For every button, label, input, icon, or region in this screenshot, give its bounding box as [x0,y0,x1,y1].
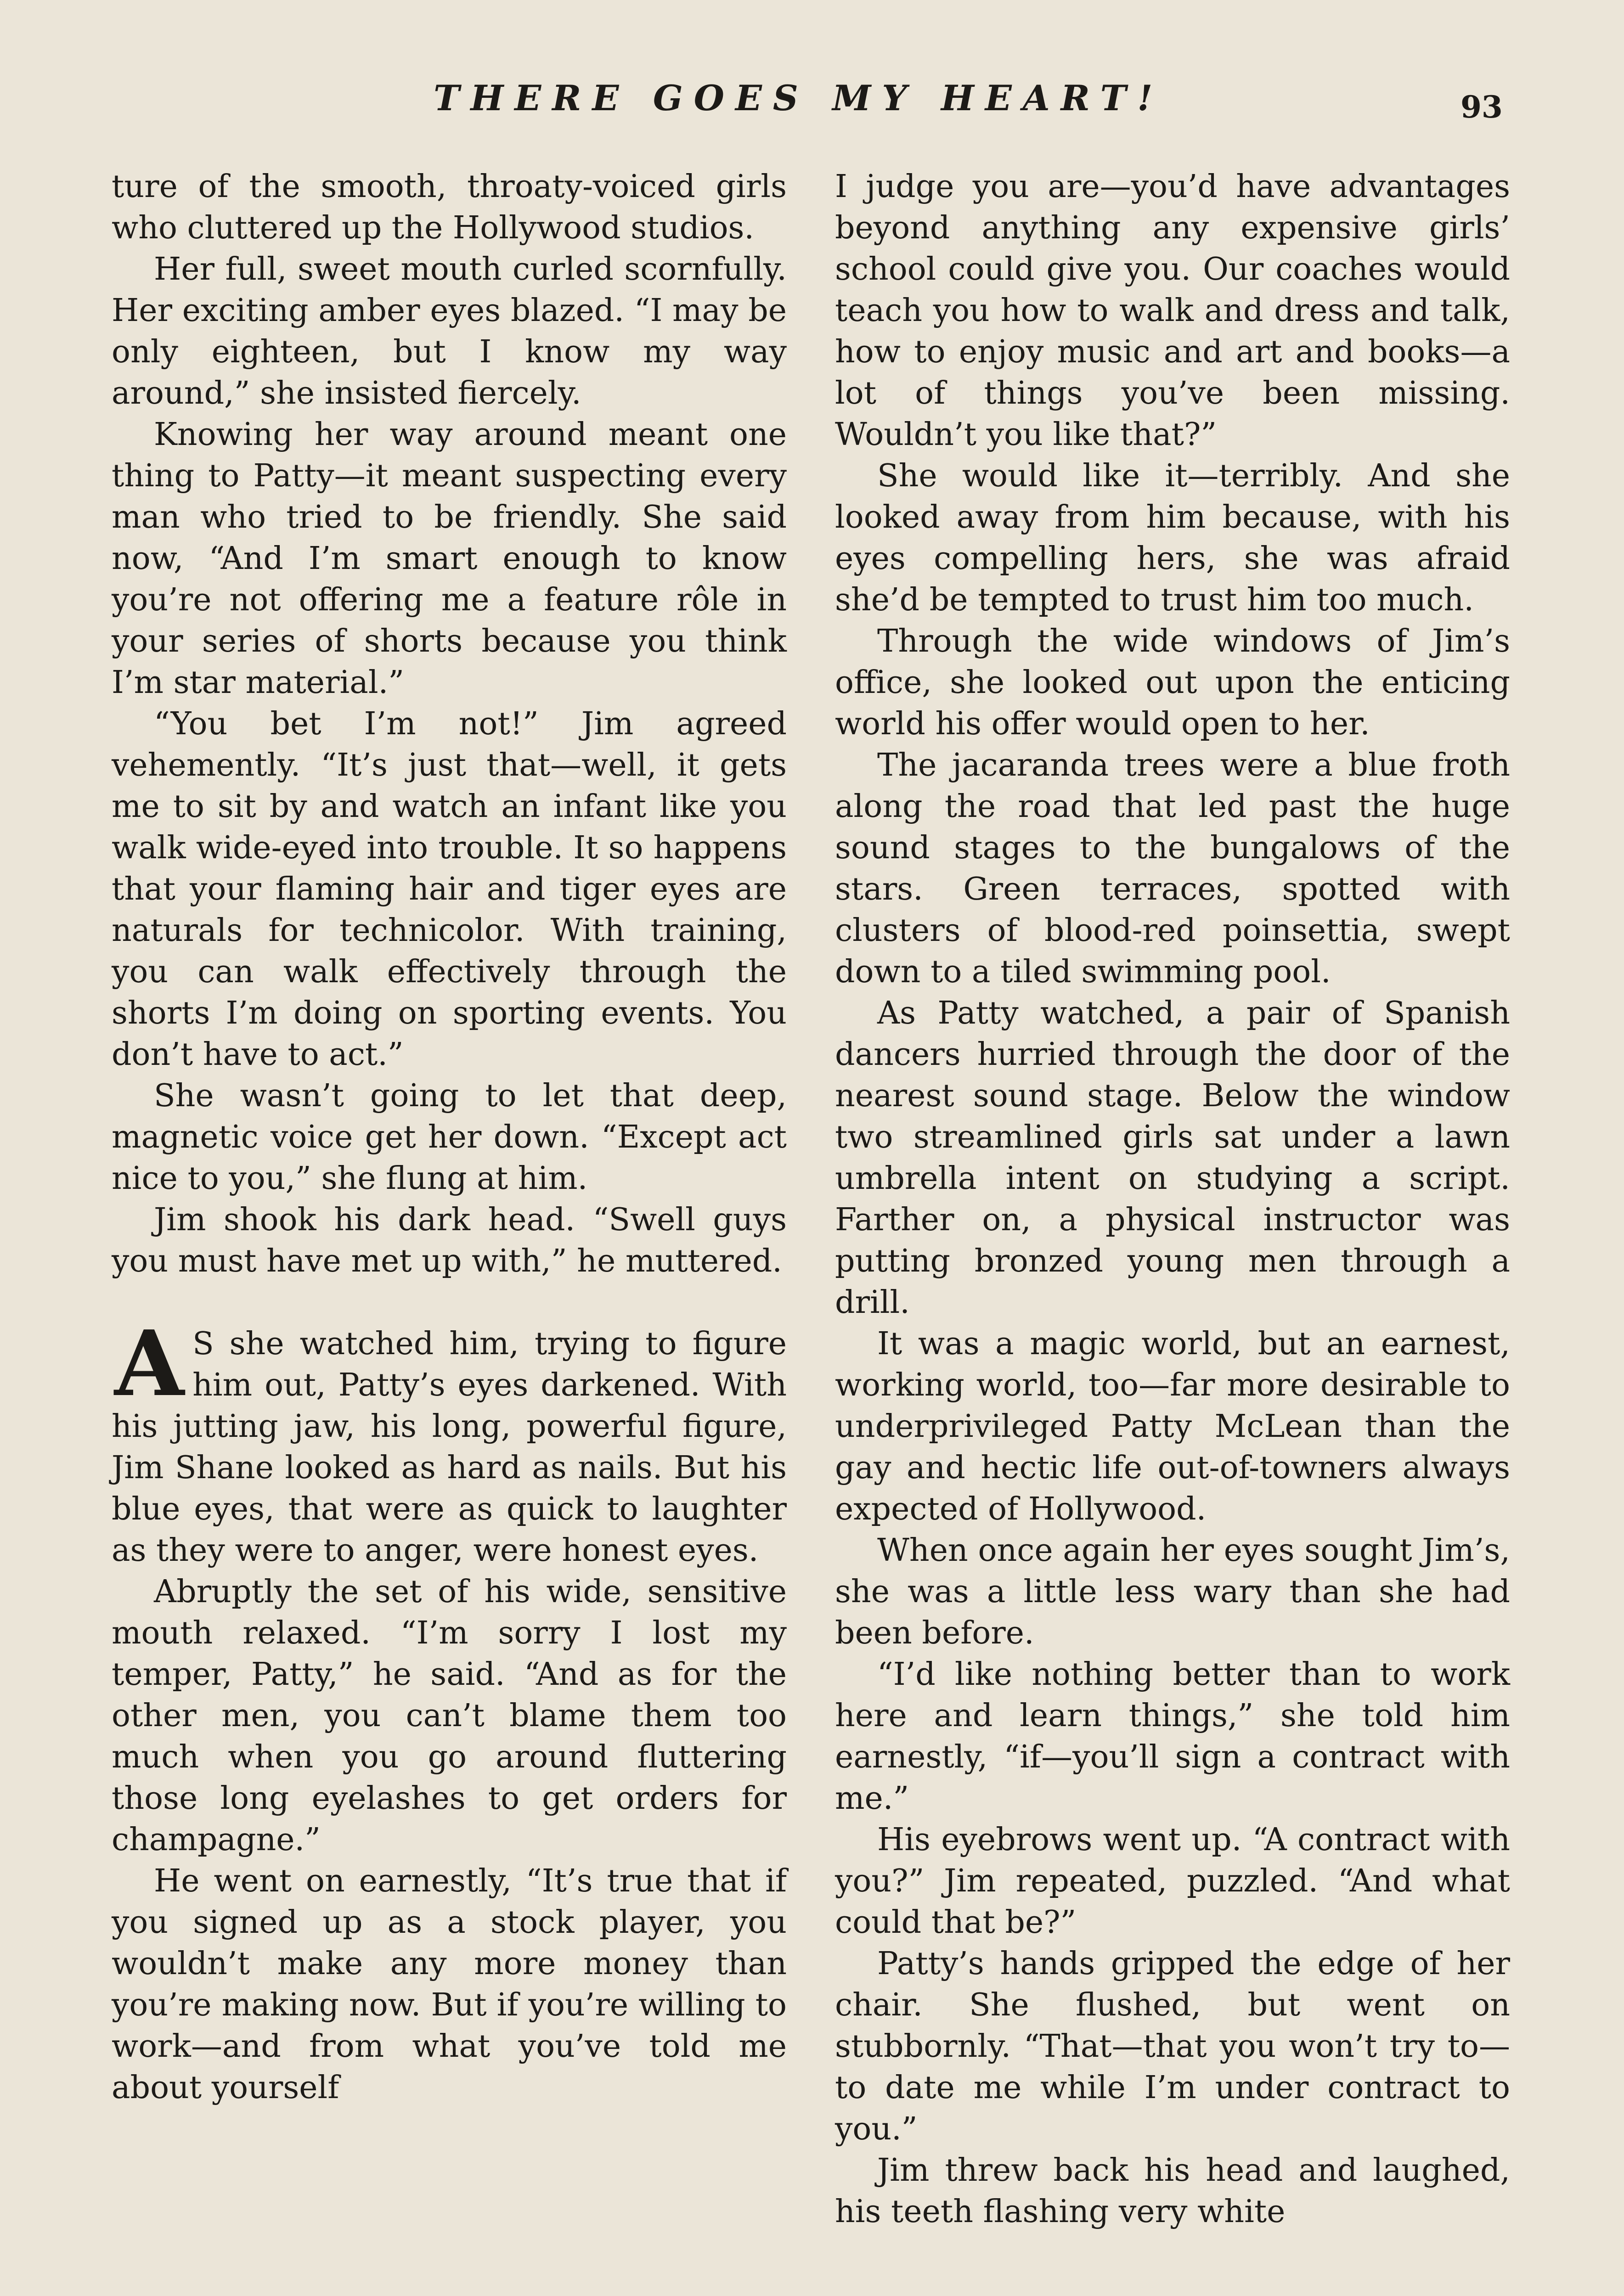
paragraph-text: S she watched him, trying to figure him out, Patty’s eyes darkened. With his jutting jaw, his long, powerful figure, Jim Shane looked as hard as nails. But his blue eyes, that were as quick to laughter as they were to anger, were honest eyes. [112,1326,787,1569]
left-column [112,166,787,2109]
paragraph: He went on earnestly, “It’s true that if you signed up as a stock player, you wouldn’t make any more money than you’re making now. But if you’re willing to work—and from what you’ve told me about yourself [112,1863,787,2106]
paragraph: ture of the smooth, throaty-voiced girls who cluttered up the Hollywood studios. [112,169,787,246]
paragraph: “I’d like nothing better than to work here and learn things,” she told him earnestly, “if—you’ll sign a contract with me.” [835,1656,1510,1817]
paragraph: I judge you are—you’d have advantages beyond anything any expensive girls’ school could give you. Our coaches would teach you how to walk and dress and talk, how to enjoy music and art and books—a lot of things you’ve been missing. Wouldn’t you like that?” [835,169,1510,453]
paragraph: “You bet I’m not!” Jim agreed vehemently. “It’s just that—well, it gets me to sit by and watch an infant like you walk wide-eyed into trouble. It so happens that your flaming hair and tiger eyes are naturals for technicolor. With training, you can walk effectively through the shorts I’m doing on sporting events. You don’t have to act.” [112,706,787,1073]
paragraph: Jim shook his dark head. “Swell guys you must have met up with,” he muttered. [112,1202,787,1279]
paragraph: She would like it—terribly. And she looked away from him because, with his eyes compelling hers, she was afraid she’d be tempted to trust him too much. [835,458,1510,618]
paragraph: Patty’s hands gripped the edge of her chair. She flushed, but went on stubbornly. “That—that you won’t try to—to date me while I’m under contract to you.” [835,1946,1510,2147]
paragraph: The jacaranda trees were a blue froth along the road that led past the huge sound stages to the bungalows of the stars. Green terraces, spotted with clusters of blood-red poinsettia, swept down to a tiled swimming pool. [835,747,1510,990]
page-number: 93 [1460,89,1503,125]
paragraph: Her full, sweet mouth curled scornfully. Her exciting amber eyes blazed. “I may be only eighteen, but I know my way around,” she insisted fiercely. [112,251,787,411]
running-title: THERE GOES MY HEART! [434,78,1164,118]
paragraph: Abruptly the set of his wide, sensitive mouth relaxed. “I’m sorry I lost my temper, Patty,” he said. “And as for the other men, you can’t blame them too much when you go around fluttering those long eyelashes to get orders for champagne.” [112,1574,787,1858]
right-column [835,166,1510,2233]
paragraph: It was a magic world, but an earnest, working world, too—far more desirable to underprivileged Patty McLean than the gay and hectic life out-of-towners always expected of Hollywood. [835,1326,1510,1527]
paragraph: When once again her eyes sought Jim’s, she was a little less wary than she had been before. [835,1532,1510,1651]
paragraph: Jim threw back his head and laughed, his teeth flashing very white [835,2152,1510,2230]
drop-cap-letter: A [114,1311,185,1417]
paragraph: His eyebrows went up. “A contract with you?” Jim repeated, puzzled. “And what could that be?” [835,1822,1510,1941]
section-start-paragraph [112,1311,787,1571]
paragraph: Through the wide windows of Jim’s office, she looked out upon the enticing world his offer would open to her. [835,623,1510,742]
paragraph: As Patty watched, a pair of Spanish dancers hurried through the door of the nearest sound stage. Below the window two streamlined girls sat under a lawn umbrella intent on studying a script. Farther on, a physical instructor was putting bronzed young men through a drill. [835,995,1510,1321]
paragraph: Knowing her way around meant one thing to Patty—it meant suspecting every man who tried to be friendly. She said now, “And I’m smart enough to know you’re not offering me a feature rôle in your series of shorts because you think I’m star material.” [112,416,787,701]
paragraph: She wasn’t going to let that deep, magnetic voice get her down. “Except act nice to you,” she flung at him. [112,1078,787,1197]
